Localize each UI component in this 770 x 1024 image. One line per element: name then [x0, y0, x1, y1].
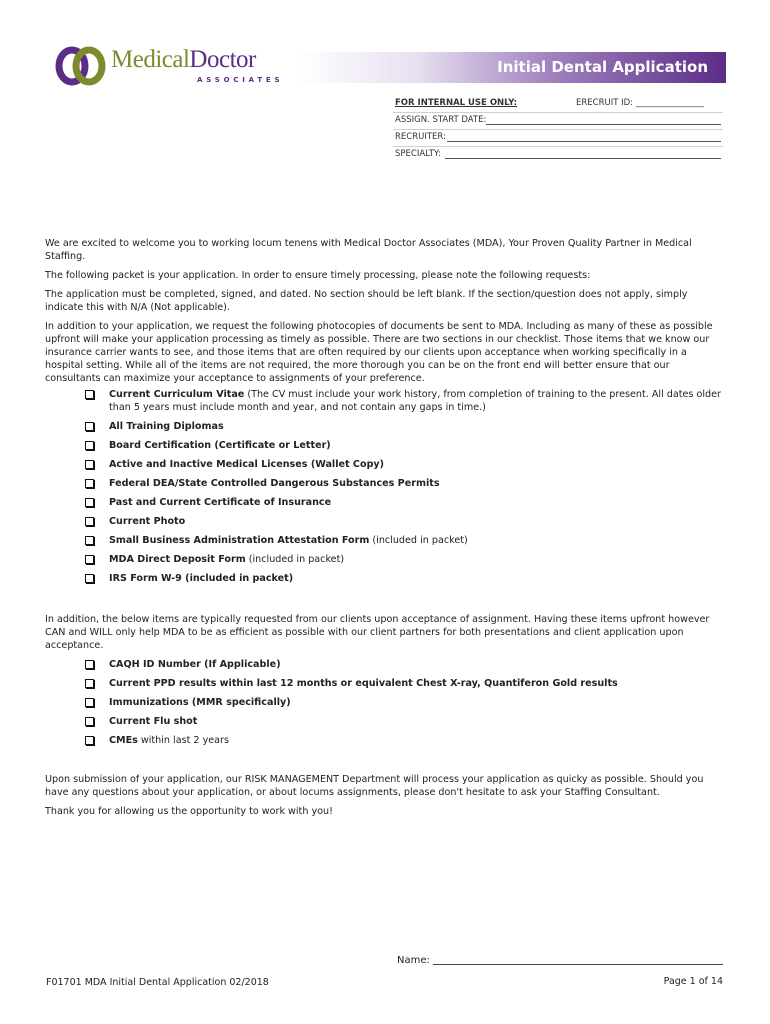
section-spacer [45, 753, 725, 773]
checkbox[interactable] [85, 390, 94, 399]
internal-use-block [393, 96, 723, 164]
page-number: Page 1 of 14 [663, 976, 723, 987]
page-title: Initial Dental Application [497, 58, 708, 76]
checklist-item: CMEs within last 2 years [45, 734, 725, 747]
checkbox[interactable] [85, 574, 94, 583]
checkbox[interactable] [85, 479, 94, 488]
checklist-item: MDA Direct Deposit Form (included in packet) [45, 553, 725, 566]
closing-paragraph-2: Thank you for allowing us the opportunity to work with you! [45, 806, 333, 817]
assign-start-date-field[interactable] [485, 124, 721, 125]
closing-paragraph-1: Upon submission of your application, our RISK MANAGEMENT Department will process your application as quicky as possible. Should you have any questions about your application, or about locums assignments, please don't hesitate to ask your Staffing Consultant. [45, 774, 704, 798]
checkbox[interactable] [85, 736, 94, 745]
checklist-item: IRS Form W-9 (included in packet) [45, 572, 725, 585]
assign-start-date-label: ASSIGN. START DATE: [395, 115, 487, 125]
checklist-item: Immunizations (MMR specifically) [45, 696, 725, 709]
checkbox[interactable] [85, 517, 94, 526]
checkbox[interactable] [85, 660, 94, 669]
checklist-item: Active and Inactive Medical Licenses (Wallet Copy) [45, 458, 725, 471]
name-signature-line [397, 955, 723, 966]
erecruit-id-field[interactable]: ERECRUIT ID: ________________ [576, 98, 704, 108]
checklist-item: Past and Current Certificate of Insurance [45, 496, 725, 509]
assign-start-date-row [393, 113, 723, 130]
logo-brand-doctor: Doctor [189, 46, 256, 73]
logo-brand-medical: Medical [111, 46, 190, 73]
logo-subtitle: ASSOCIATES [197, 76, 284, 84]
checkbox[interactable] [85, 536, 94, 545]
intro-paragraph-2: The following packet is your application. In order to ensure timely processing, please note the following requests: [45, 270, 591, 281]
checkbox[interactable] [85, 679, 94, 688]
name-field[interactable] [433, 964, 723, 965]
intro-paragraph-3: The application must be completed, signed, and dated. No section should be left blank. If the section/question does not apply, simply indicate this with N/A (Not applicable). [45, 289, 688, 313]
checkbox[interactable] [85, 441, 94, 450]
specialty-row [393, 147, 723, 164]
internal-use-heading: FOR INTERNAL USE ONLY: [395, 98, 518, 108]
internal-use-row-heading [393, 96, 723, 113]
checkbox[interactable] [85, 717, 94, 726]
intro-paragraph-4: In addition to your application, we request the following photocopies of documents be sent to MDA. Including as many of these as possible upfront will make your application processing as timely as possible. There are two sections in our checklist. Those items that we know our insurance carrier wants to see, and those items that are often required by our clients upon acceptance when working specifically in a hospital setting. While all of the items are not required, the more thorough you can be on the front end will better ensure that our consultants can maximize your acceptance to assignments of your preference. [45, 321, 713, 384]
additional-items-paragraph: In addition, the below items are typically requested from our clients upon acceptance of assignment. Having these items upfront however CAN and WILL only help MDA to be as efficient as possible with our client partners for both presentations and client application upon acceptance. [45, 614, 710, 651]
recruiter-label: RECRUITER: [395, 132, 446, 142]
specialty-field[interactable] [445, 158, 721, 159]
checkbox[interactable] [85, 460, 94, 469]
checklist-item: Federal DEA/State Controlled Dangerous Substances Permits [45, 477, 725, 490]
name-label: Name: [397, 955, 430, 966]
specialty-label: SPECIALTY: [395, 149, 441, 159]
checklist-item: Current Photo [45, 515, 725, 528]
checkbox[interactable] [85, 698, 94, 707]
checklist-item: All Training Diplomas [45, 420, 725, 433]
checkbox[interactable] [85, 422, 94, 431]
checklist-item: Current Flu shot [45, 715, 725, 728]
logo-brand-text [111, 46, 256, 74]
insurance-checklist [45, 388, 725, 585]
checklist-item: Current Curriculum Vitae (The CV must include your work history, from completion of training to the present. All dates older than 5 years must include month and year, and not contain any gaps in time.) [45, 388, 725, 414]
client-checklist [45, 658, 725, 747]
title-banner [298, 52, 726, 83]
section-spacer [45, 591, 725, 613]
recruiter-field[interactable] [447, 141, 721, 142]
company-logo [55, 44, 295, 90]
checkbox[interactable] [85, 555, 94, 564]
checklist-item: CAQH ID Number (If Applicable) [45, 658, 725, 671]
letter-body [45, 237, 725, 824]
recruiter-row [393, 130, 723, 147]
checklist-item: Current PPD results within last 12 months or equivalent Chest X-ray, Quantiferon Gold results [45, 677, 725, 690]
form-id: F01701 MDA Initial Dental Application 02/2018 [46, 977, 269, 988]
intro-paragraph-1: We are excited to welcome you to working locum tenens with Medical Doctor Associates (MDA), Your Proven Quality Partner in Medical Staffing. [45, 238, 692, 262]
checklist-item: Board Certification (Certificate or Letter) [45, 439, 725, 452]
logo-mark-icon [55, 44, 107, 88]
checklist-item: Small Business Administration Attestation Form (included in packet) [45, 534, 725, 547]
checkbox[interactable] [85, 498, 94, 507]
